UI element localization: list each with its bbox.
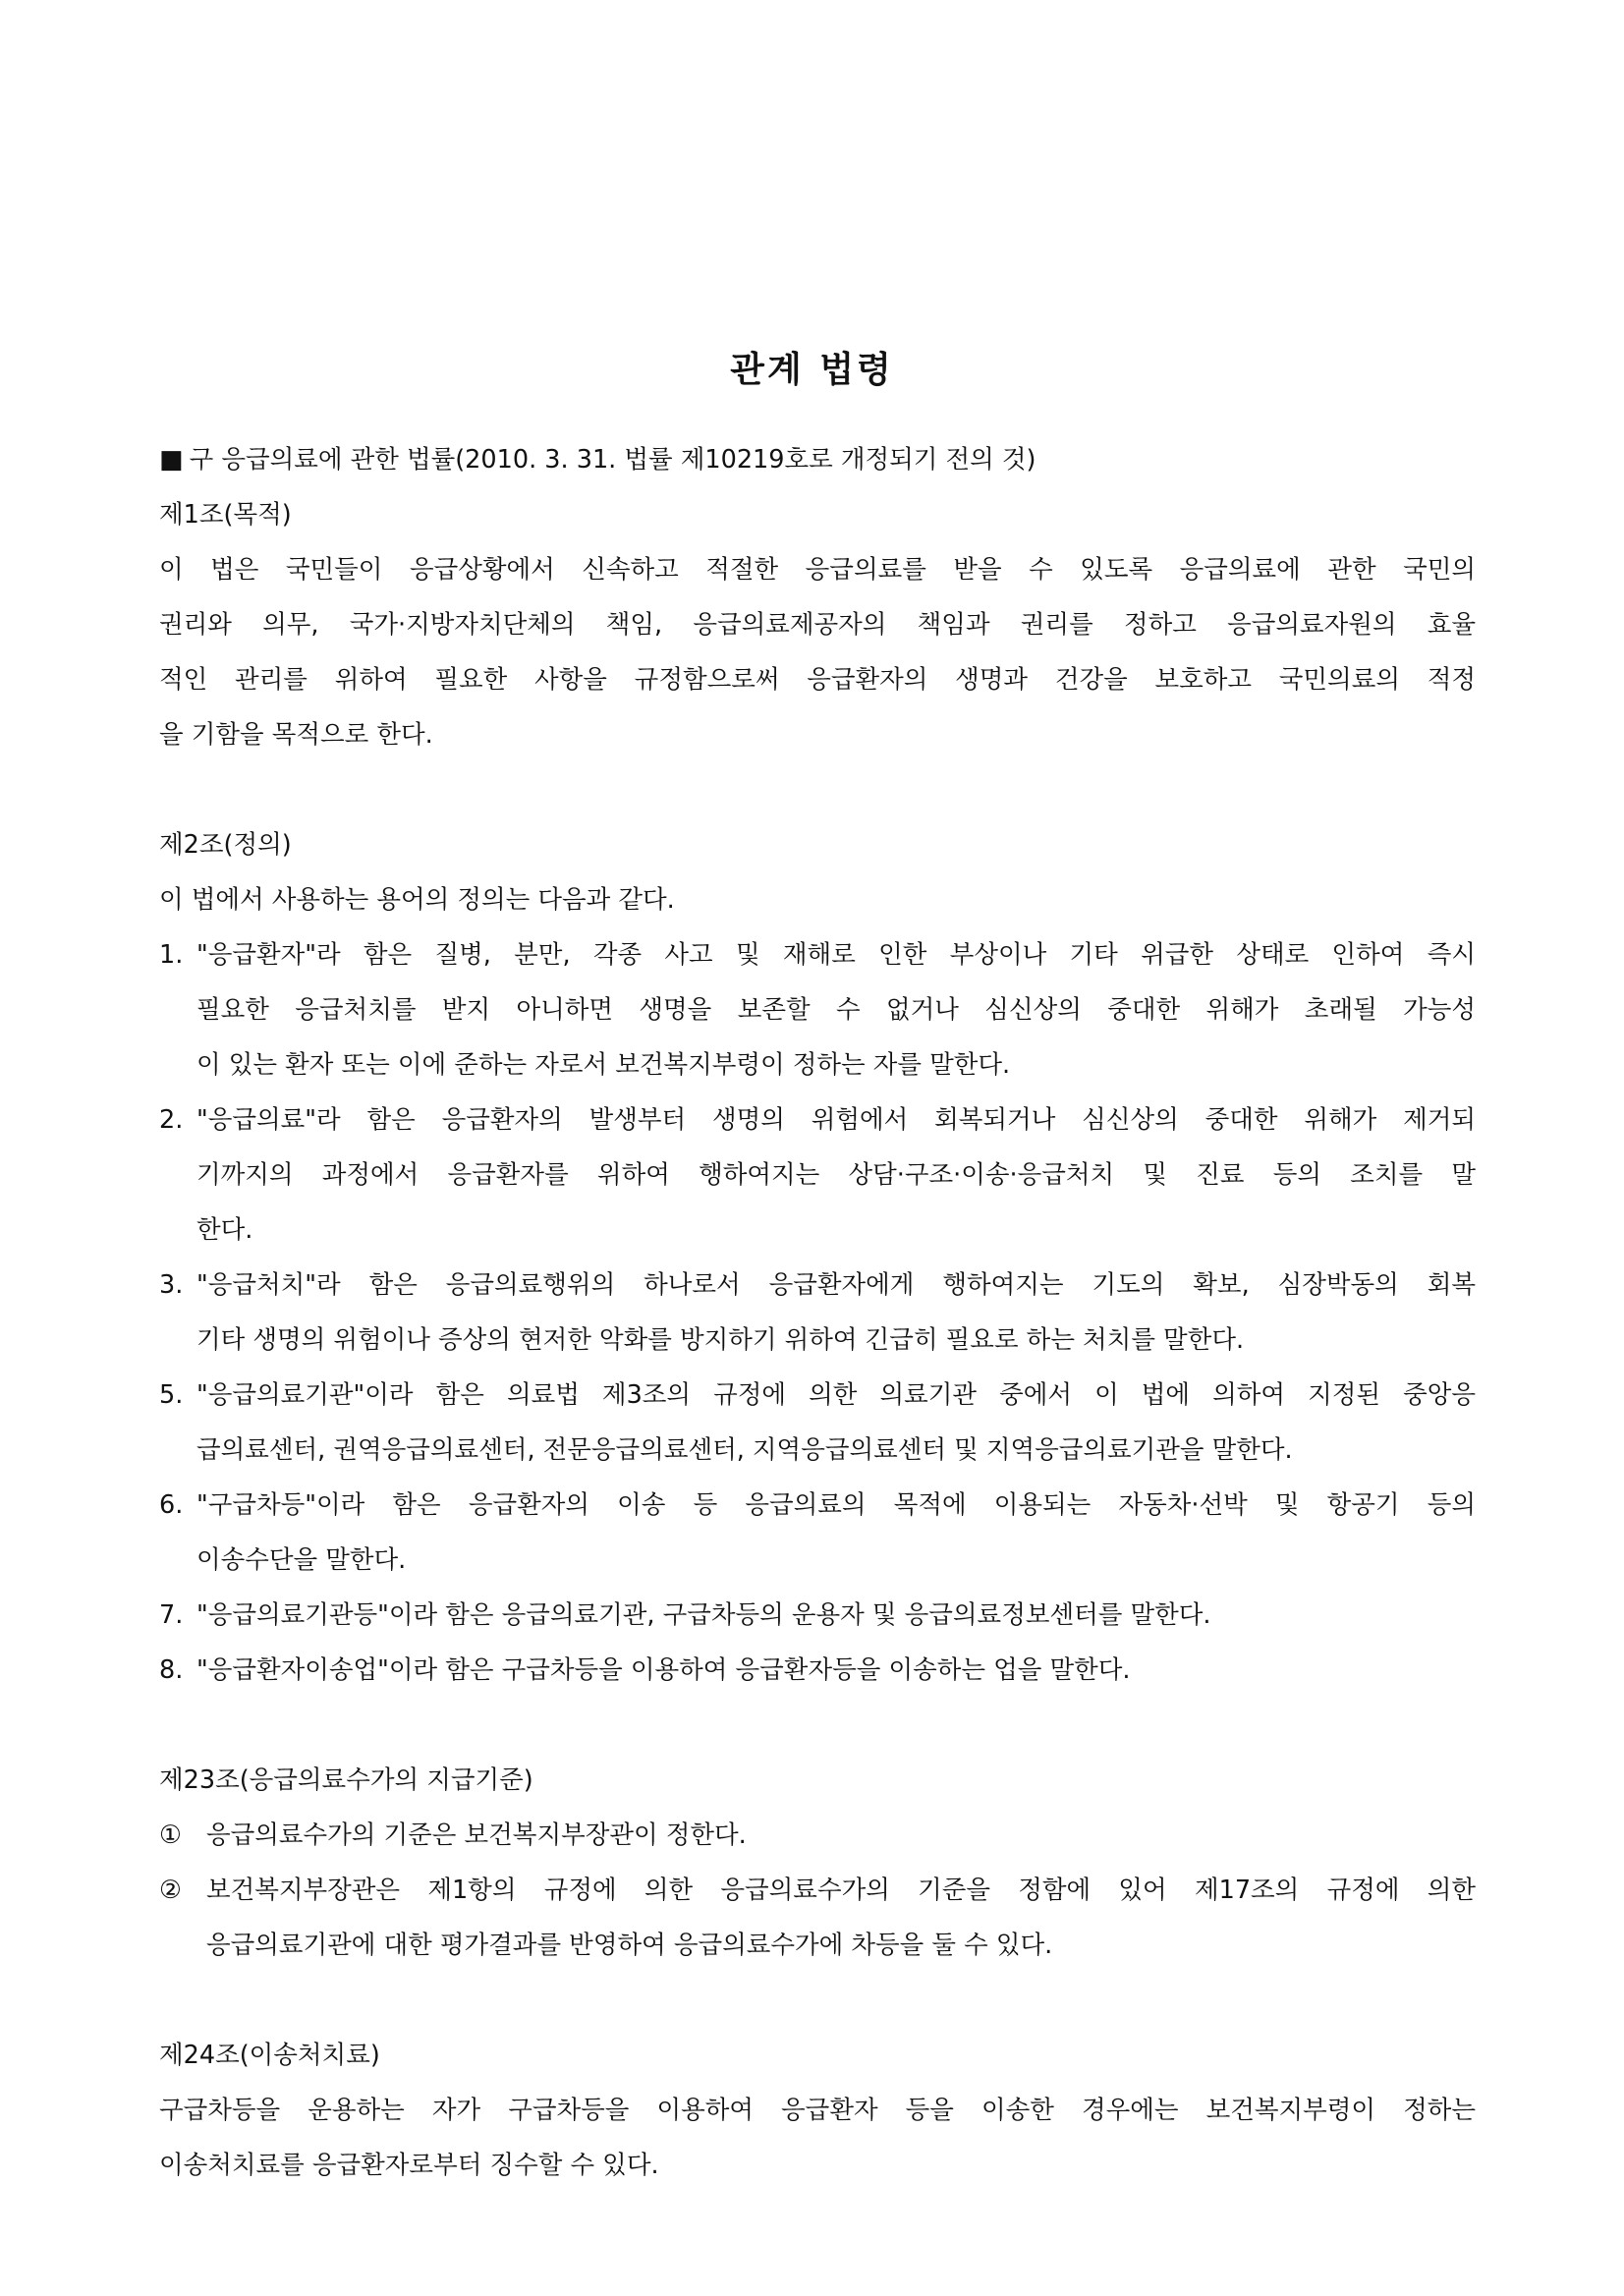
definition-item xyxy=(159,1643,1476,1698)
item-number: 1. xyxy=(159,940,184,970)
article-24-line: 구급차등을 운용하는 자가 구급차등을 이용하여 응급환자 등을 이송한 경우에는 보건복지부령이 정하는 xyxy=(159,2096,1476,2125)
item-line: 응급의료기관에 대한 평가결과를 반영하여 응급의료수가에 차등을 둘 수 있다. xyxy=(206,1931,1053,1960)
item-number: 5. xyxy=(159,1380,184,1410)
item-line: 한다. xyxy=(196,1215,253,1245)
item-line: 기타 생명의 위험이나 증상의 현저한 악화를 방지하기 위하여 긴급히 필요로 하는 처치를 말한다. xyxy=(196,1325,1245,1355)
item-line: "구급차등"이라 함은 응급환자의 이송 등 응급의료의 목적에 이용되는 자동차·선박 및 항공기 등의 xyxy=(196,1490,1476,1520)
article-1-line: 이 법은 국민들이 응급상황에서 신속하고 적절한 응급의료를 받을 수 있도록 응급의료에 관한 국민의 xyxy=(159,555,1476,585)
document-body xyxy=(159,432,1476,2193)
item-number: 7. xyxy=(159,1600,184,1630)
article-23-heading: 제23조(응급의료수가의 지급기준) xyxy=(159,1765,533,1795)
article-2-heading: 제2조(정의) xyxy=(159,830,292,860)
item-line: 보건복지부장관은 제1항의 규정에 의한 응급의료수가의 기준을 정함에 있어 제17조의 규정에 의한 xyxy=(206,1876,1476,1905)
item-line: 이송수단을 말한다. xyxy=(196,1545,407,1575)
article-2-intro: 이 법에서 사용하는 용어의 정의는 다음과 같다. xyxy=(159,885,675,915)
paragraph-number: ① xyxy=(159,1820,182,1850)
item-line: "응급환자이송업"이라 함은 구급차등을 이용하여 응급환자등을 이송하는 업을 말한다. xyxy=(196,1655,1131,1685)
square-bullet-icon: ■ xyxy=(159,445,184,475)
item-line: "응급의료기관등"이라 함은 응급의료기관, 구급차등의 운용자 및 응급의료정보센터를 말한다. xyxy=(196,1600,1211,1630)
paragraph-item xyxy=(159,1808,1476,1863)
definition-item xyxy=(159,1368,1476,1478)
definition-item xyxy=(159,1478,1476,1588)
item-line: "응급의료기관"이라 함은 의료법 제3조의 규정에 의한 의료기관 중에서 이 법에 의하여 지정된 중앙응 xyxy=(196,1380,1476,1410)
definition-item xyxy=(159,1258,1476,1368)
item-line: 응급의료수가의 기준은 보건복지부장관이 정한다. xyxy=(206,1820,747,1850)
item-number: 3. xyxy=(159,1270,184,1300)
article-1-line: 권리와 의무, 국가·지방자치단체의 책임, 응급의료제공자의 책임과 권리를 정하고 응급의료자원의 효율 xyxy=(159,610,1476,640)
article-1-heading: 제1조(목적) xyxy=(159,500,292,530)
item-line: 급의료센터, 권역응급의료센터, 전문응급의료센터, 지역응급의료센터 및 지역응급의료기관을 말한다. xyxy=(196,1435,1293,1465)
article-24-heading: 제24조(이송처치료) xyxy=(159,2041,380,2070)
item-number: 2. xyxy=(159,1105,184,1135)
item-line: "응급처치"라 함은 응급의료행위의 하나로서 응급환자에게 행하여지는 기도의 확보, 심장박동의 회복 xyxy=(196,1270,1476,1300)
definition-item xyxy=(159,1588,1476,1643)
law-heading-text: 구 응급의료에 관한 법률(2010. 3. 31. 법률 제10219호로 개정되기 전의 것) xyxy=(189,445,1036,475)
paragraph-item xyxy=(159,1863,1476,1973)
item-line: 기까지의 과정에서 응급환자를 위하여 행하여지는 상담·구조·이송·응급처치 및 진료 등의 조치를 말 xyxy=(196,1160,1476,1190)
item-number: 8. xyxy=(159,1655,184,1685)
item-line: 필요한 응급처치를 받지 아니하면 생명을 보존할 수 없거나 심신상의 중대한 위해가 초래될 가능성 xyxy=(196,995,1476,1025)
article-24-line: 이송처치료를 응급환자로부터 징수할 수 있다. xyxy=(159,2151,659,2180)
item-number: 6. xyxy=(159,1490,184,1520)
paragraph-number: ② xyxy=(159,1876,182,1905)
article-1-line: 을 기함을 목적으로 한다. xyxy=(159,720,433,750)
item-line: "응급환자"라 함은 질병, 분만, 각종 사고 및 재해로 인한 부상이나 기타 위급한 상태로 인하여 즉시 xyxy=(196,940,1476,970)
definition-item xyxy=(159,1092,1476,1258)
article-1-line: 적인 관리를 위하여 필요한 사항을 규정함으로써 응급환자의 생명과 건강을 보호하고 국민의료의 적정 xyxy=(159,665,1476,695)
item-line: "응급의료"라 함은 응급환자의 발생부터 생명의 위험에서 회복되거나 심신상의 중대한 위해가 제거되 xyxy=(196,1105,1476,1135)
item-line: 이 있는 환자 또는 이에 준하는 자로서 보건복지부령이 정하는 자를 말한다. xyxy=(196,1050,1011,1080)
definition-item xyxy=(159,927,1476,1092)
law-heading xyxy=(159,432,1476,487)
page-title: 관계 법령 xyxy=(730,350,894,390)
